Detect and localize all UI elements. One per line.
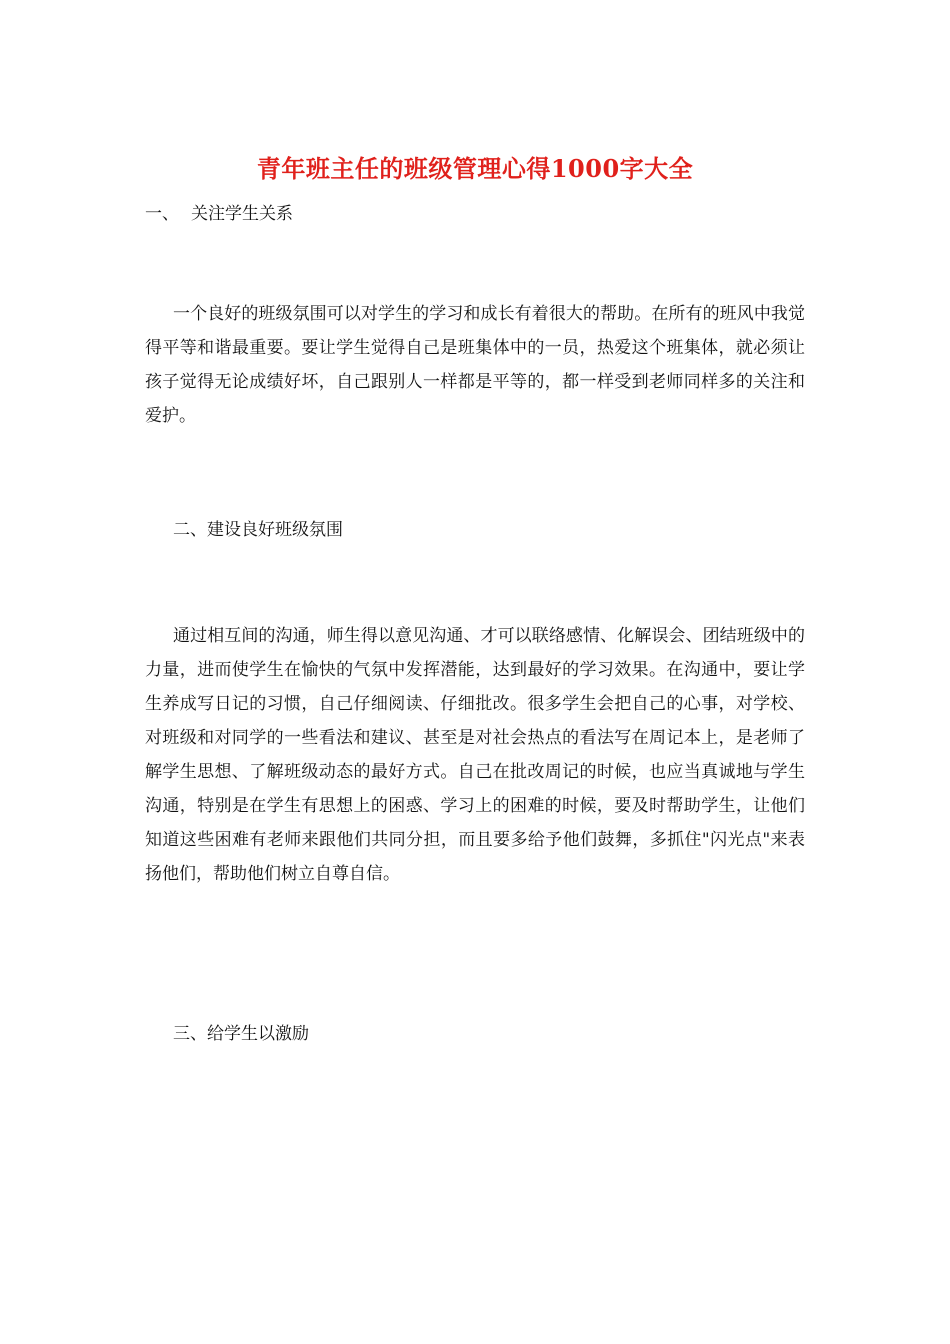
- paragraph-1: 一个良好的班级氛围可以对学生的学习和成长有着很大的帮助。在所有的班风中我觉得平等和谐最重要。要让学生觉得自己是班集体中的一员，热爱这个班集体，就必须让孩子觉得无论成绩好坏，自己跟别人一样都是平等的，都一样受到老师同样多的关注和爱护。: [145, 304, 805, 426]
- section-number-1: 一、: [145, 204, 179, 224]
- section-heading-3: 三、给学生以激励: [173, 1024, 309, 1044]
- section-heading-2: 二、建设良好班级氛围: [173, 520, 343, 540]
- paragraph-2: 通过相互间的沟通，师生得以意见沟通、才可以联络感情、化解误会、团结班级中的力量，进而使学生在愉快的气氛中发挥潜能，达到最好的学习效果。在沟通中，要让学生养成写日记的习惯，自己仔细阅读、仔细批改。很多学生会把自己的心事，对学校、对班级和对同学的一些看法和建议、甚至是对社会热点的看法写在周记本上，是老师了解学生思想、了解班级动态的最好方式。自己在批改周记的时候，也应当真诚地与学生沟通，特别是在学生有思想上的困惑、学习上的困难的时候，要及时帮助学生，让他们知道这些困难有老师来跟他们共同分担，而且要多给予他们鼓舞，多抓住"闪光点"来表扬他们，帮助他们树立自尊自信。: [145, 626, 805, 884]
- section-heading-1: [145, 201, 293, 227]
- section-label-1: 关注学生关系: [191, 204, 293, 224]
- document-title: 青年班主任的班级管理心得1000字大全: [256, 154, 694, 183]
